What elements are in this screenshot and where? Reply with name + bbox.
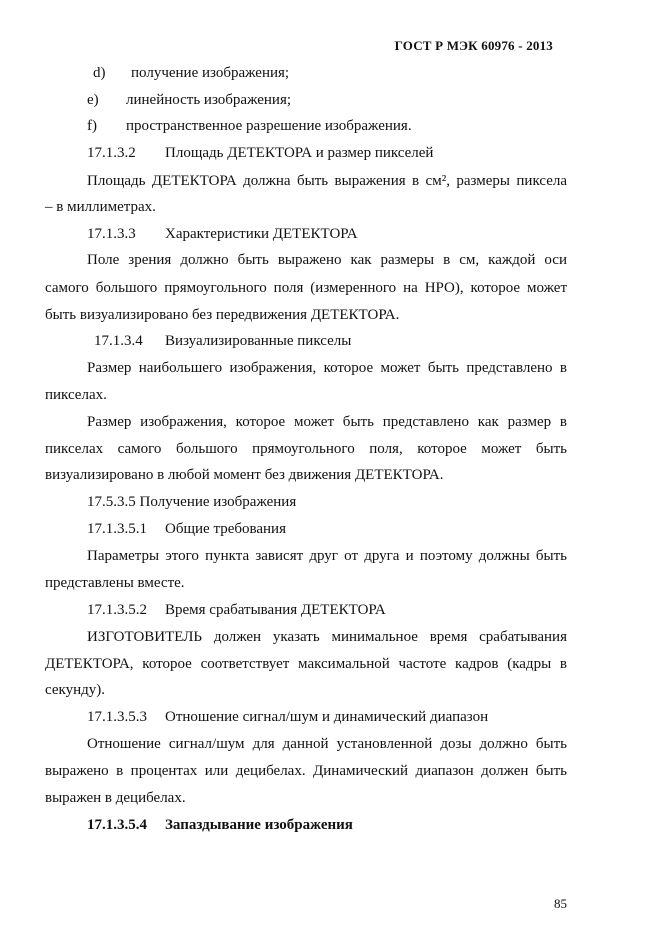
list-marker: d) <box>93 65 106 81</box>
paragraph-text: Площадь ДЕТЕКТОРА должна быть выражения в см², размеры пиксела <box>87 173 567 189</box>
list-item-text: линейность изображения; <box>126 92 292 108</box>
section-heading-17-1-3-2 <box>87 143 434 163</box>
section-number: 17.1.3.5.2 <box>87 602 147 618</box>
paragraph-line <box>45 278 567 298</box>
section-heading-17-1-3-5-3 <box>87 707 489 727</box>
paragraph-text: Отношение сигнал/шум для данной установленной дозы должно быть <box>87 736 567 752</box>
list-item-d <box>93 63 290 83</box>
paragraph-line <box>45 761 567 781</box>
list-item-e <box>87 90 292 110</box>
paragraph-text: ДЕТЕКТОРА, которое соответствует максимальной частоте кадров (кадры в <box>45 656 567 672</box>
paragraph-text: Параметры этого пункта зависят друг от друга и поэтому должны быть <box>87 548 567 564</box>
list-item-text: получение изображения; <box>131 65 290 81</box>
section-heading-17-1-3-5-2 <box>87 600 386 620</box>
section-title: Отношение сигнал/шум и динамический диапазон <box>165 709 489 725</box>
paragraph-line: выражен в децибелах. <box>45 790 186 806</box>
section-number: 17.1.3.2 <box>87 145 136 161</box>
section-heading-17-1-3-4 <box>94 331 352 351</box>
list-item-f <box>87 116 412 136</box>
paragraph-line <box>87 412 567 432</box>
paragraph-line <box>87 358 567 378</box>
paragraph-text: выражено в процентах или децибелах. Динамический диапазон должен быть <box>45 763 567 779</box>
paragraph-line <box>87 734 567 754</box>
paragraph-line: представлены вместе. <box>45 575 185 591</box>
section-heading-17-5-3-5: 17.5.3.5 Получение изображения <box>87 494 297 510</box>
section-number: 17.1.3.4 <box>94 333 143 349</box>
section-heading-17-1-3-3 <box>87 224 358 244</box>
list-marker: f) <box>87 118 97 134</box>
section-title: Общие требования <box>165 521 286 537</box>
paragraph-line <box>45 654 567 674</box>
paragraph-line <box>87 627 567 647</box>
paragraph-text: самого большого прямоугольного поля (измеренного на НРО), которое может <box>45 280 567 296</box>
paragraph-text: Поле зрения должно быть выражено как размеры в см, каждой оси <box>87 252 567 268</box>
list-marker: e) <box>87 92 99 108</box>
paragraph-line <box>87 546 567 566</box>
section-title: Площадь ДЕТЕКТОРА и размер пикселей <box>165 145 434 161</box>
section-heading-17-1-3-5-1 <box>87 519 286 539</box>
paragraph-text: Размер наибольшего изображения, которое может быть представлено в <box>87 360 567 376</box>
paragraph-line: секунду). <box>45 682 105 698</box>
paragraph-text: ИЗГОТОВИТЕЛЬ должен указать минимальное время срабатывания <box>87 629 567 645</box>
paragraph-text: Размер изображения, которое может быть представлено как размер в <box>87 414 567 430</box>
section-number: 17.1.3.3 <box>87 226 136 242</box>
section-heading-17-1-3-5-4 <box>87 815 353 835</box>
paragraph-line: пикселах. <box>45 387 107 403</box>
section-title: Визуализированные пикселы <box>165 333 352 349</box>
paragraph-line: быть визуализировано без передвижения ДЕТЕКТОРА. <box>45 307 400 323</box>
section-number: 17.1.3.5.1 <box>87 521 147 537</box>
section-title: Характеристики ДЕТЕКТОРА <box>165 226 358 242</box>
paragraph-line <box>87 250 567 270</box>
section-title: Время срабатывания ДЕТЕКТОРА <box>165 602 386 618</box>
section-number: 17.1.3.5.4 <box>87 817 147 833</box>
list-item-text: пространственное разрешение изображения. <box>126 118 412 134</box>
paragraph-text: пикселах самого большого прямоугольного поля, которое может быть <box>45 441 567 457</box>
document-header: ГОСТ Р МЭК 60976 - 2013 <box>394 38 553 53</box>
paragraph-line <box>87 171 567 191</box>
paragraph-line <box>45 439 567 459</box>
paragraph-line: визуализировано в любой момент без движения ДЕТЕКТОРА. <box>45 467 444 483</box>
section-number: 17.1.3.5.3 <box>87 709 147 725</box>
section-title: Запаздывание изображения <box>165 817 353 833</box>
paragraph-line: – в миллиметрах. <box>45 199 156 215</box>
page-number: 85 <box>554 896 567 911</box>
